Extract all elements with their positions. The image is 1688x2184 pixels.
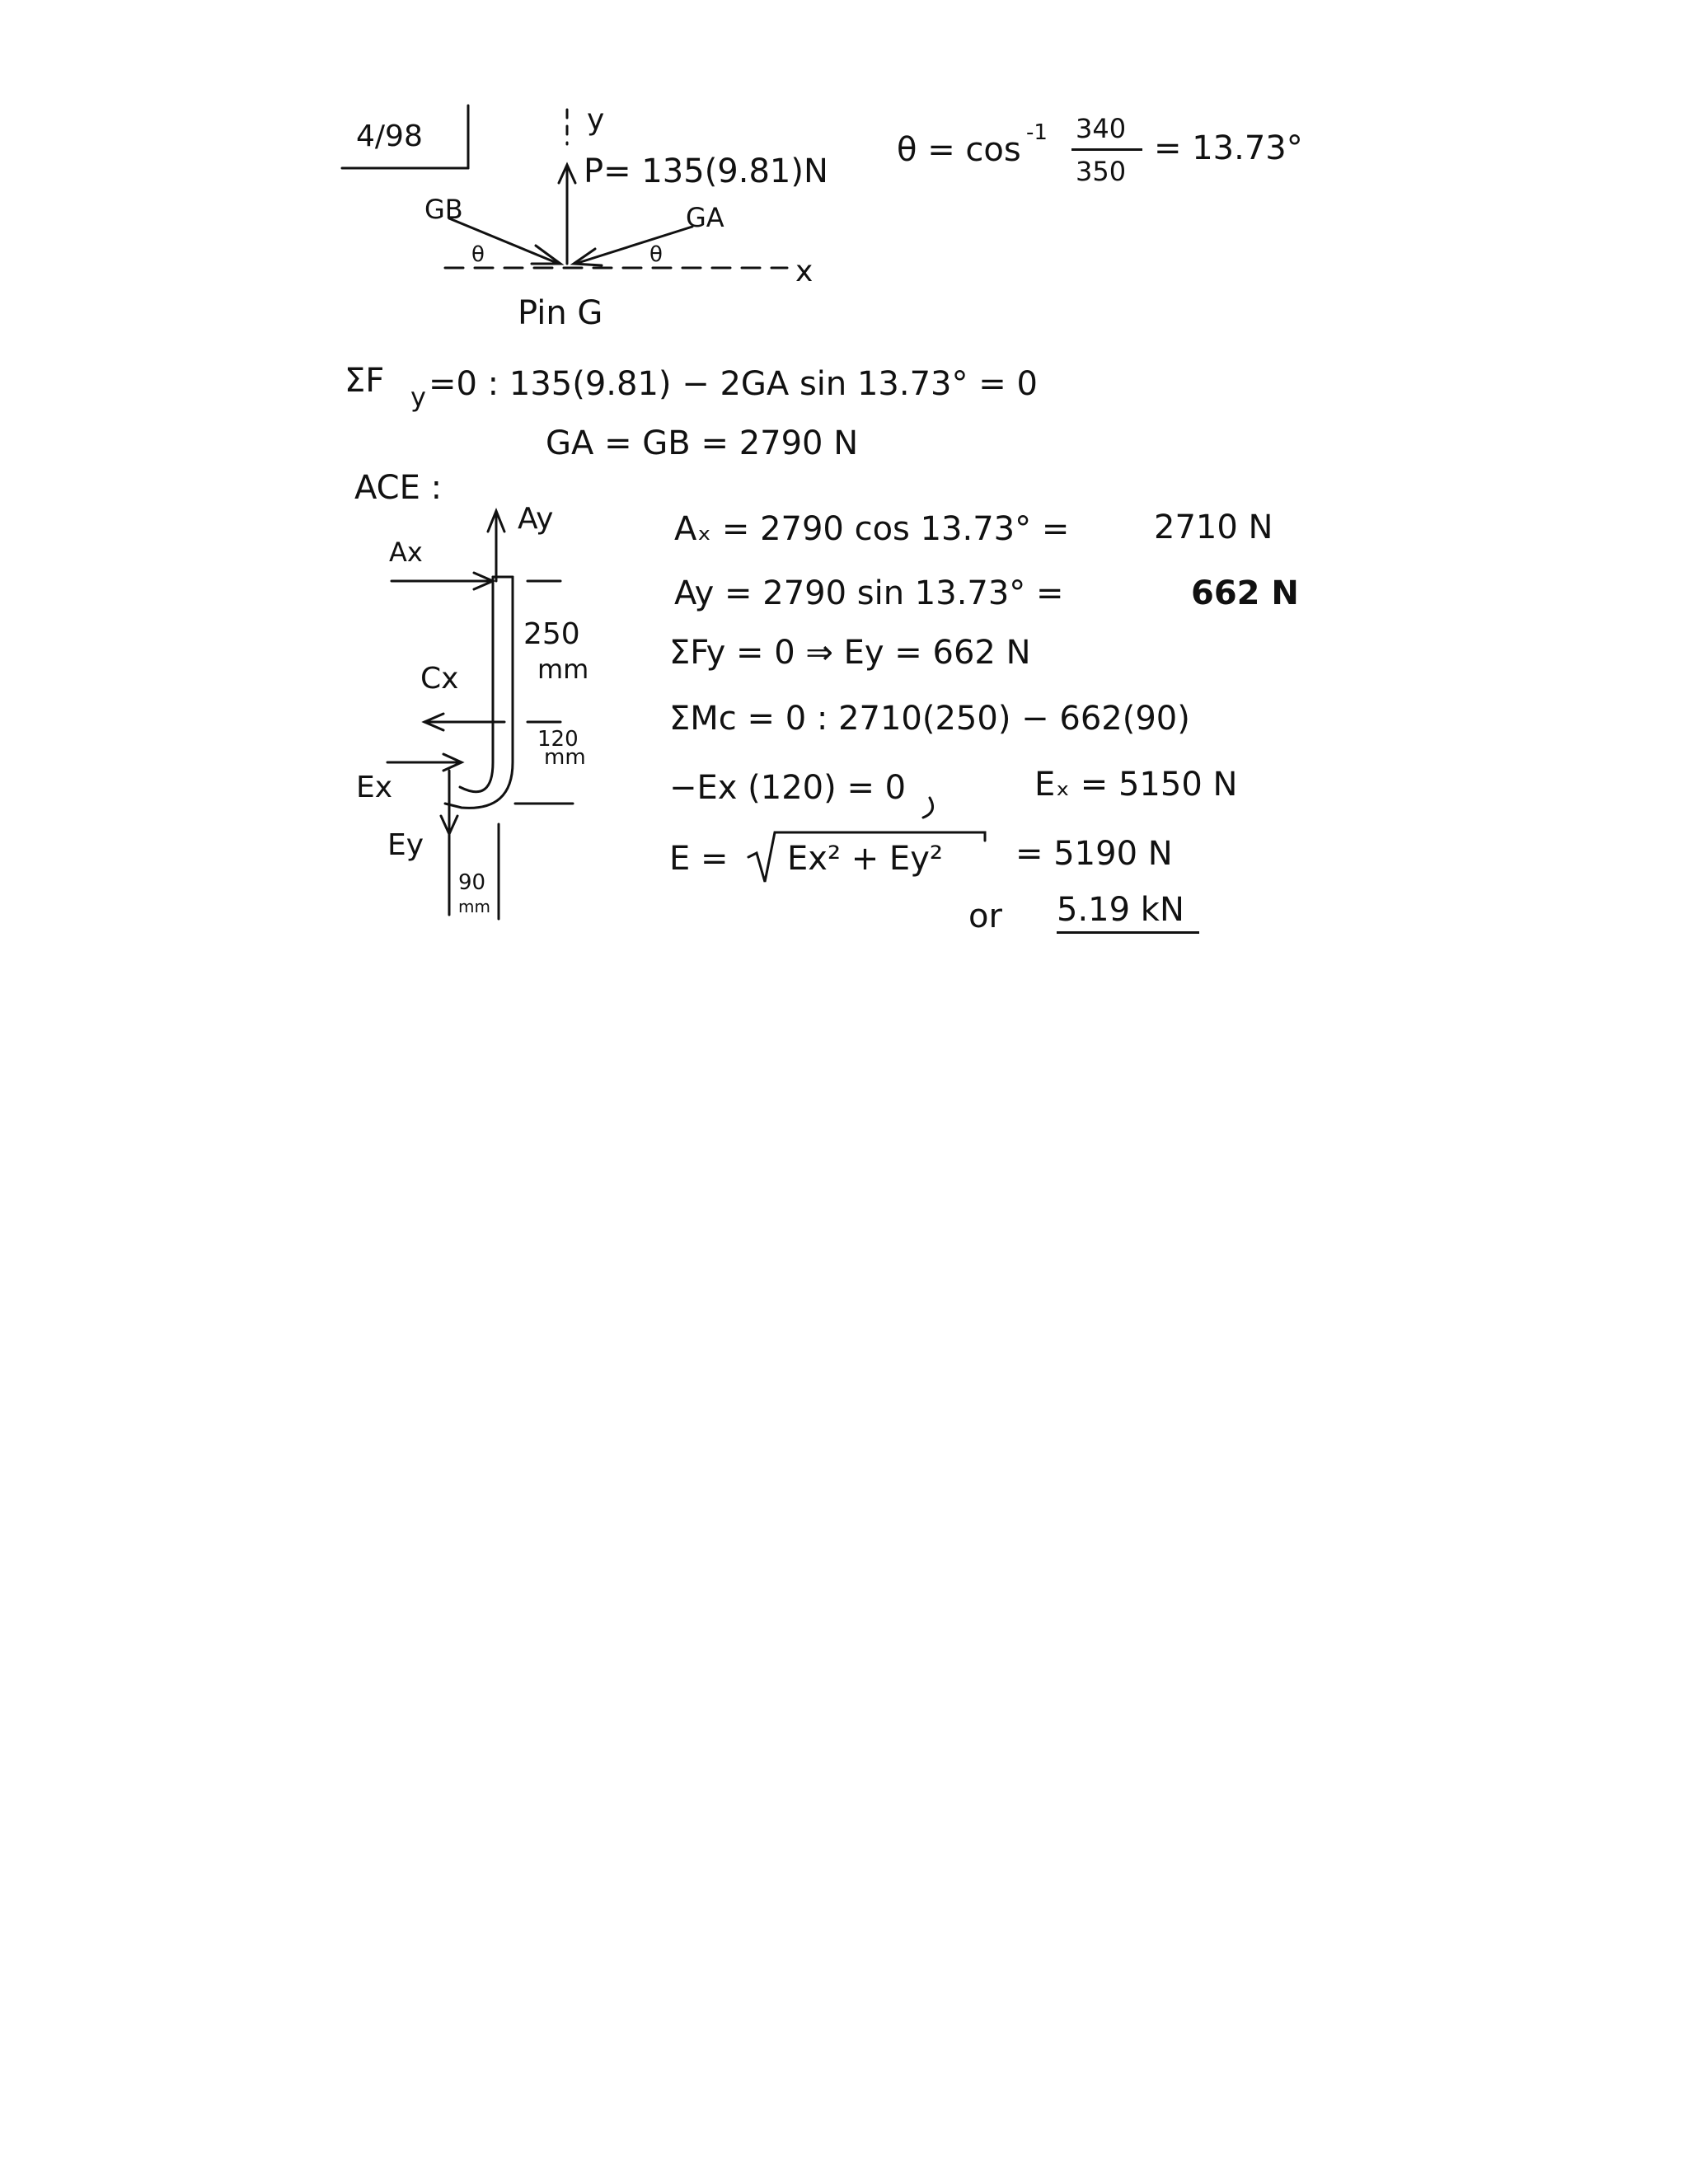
fraction-bar — [1071, 148, 1142, 151]
theta-left-label: θ — [471, 242, 485, 267]
ax-label: Ax — [389, 537, 423, 568]
annotation-mark — [923, 798, 933, 818]
dim-250-unit: mm — [537, 654, 589, 685]
member-ace-left — [460, 577, 493, 792]
theta-exponent: -1 — [1026, 120, 1048, 145]
solution-sum-mc: ΣMc = 0 : 2710(250) − 662(90) — [669, 700, 1190, 738]
solution-sum-fy: ΣFy = 0 ⇒ Ey = 662 N — [669, 634, 1031, 672]
dim-120-label: 120 — [537, 727, 579, 752]
solution-or: or — [968, 898, 1002, 935]
x-axis-label: x — [795, 255, 814, 288]
dim-120-unit: mm — [544, 745, 586, 770]
theta-numerator: 340 — [1076, 113, 1127, 144]
solution-e-value: = 5190 N — [1015, 835, 1173, 873]
solution-ex-eq: −Ex (120) = 0 — [669, 769, 907, 807]
sum-fy-equation: =0 : 135(9.81) − 2GA sin 13.73° = 0 — [429, 365, 1038, 403]
dim-90-label: 90 — [458, 870, 486, 895]
ga-label: GA — [686, 202, 724, 233]
dim-90-unit: mm — [458, 897, 490, 916]
solution-ex-value: Eₓ = 5150 N — [1034, 766, 1238, 804]
theta-result: = 13.73° — [1154, 129, 1303, 167]
solution-ay-value: 662 N — [1191, 574, 1299, 612]
problem-number: 4/98 — [356, 120, 423, 153]
dim-250-label: 250 — [523, 617, 580, 651]
sum-fy-subscript: y — [410, 382, 426, 413]
theta-equation: θ = cos — [897, 131, 1021, 169]
gb-label: GB — [424, 194, 463, 225]
ex-label: Ex — [356, 771, 393, 804]
ace-label: ACE : — [354, 469, 443, 507]
y-axis-label: y — [587, 103, 605, 137]
load-label: P= 135(9.81)N — [584, 152, 828, 190]
theta-right-label: θ — [649, 242, 663, 267]
ga-gb-result: GA = GB = 2790 N — [546, 424, 859, 462]
solution-ay: Ay = 2790 sin 13.73° = — [674, 574, 1064, 612]
gb-force-arrow — [449, 218, 559, 267]
solution-ax: Aₓ = 2790 cos 13.73° = — [674, 510, 1070, 548]
ay-label: Ay — [518, 502, 554, 536]
ey-label: Ey — [387, 828, 424, 862]
solution-e-lhs: E = — [669, 840, 729, 878]
pin-caption: Pin G — [518, 294, 603, 332]
final-answer: 5.19 kN — [1057, 893, 1199, 934]
cx-label: Cx — [420, 662, 459, 696]
ga-force-arrow — [575, 227, 692, 267]
solution-ax-value: 2710 N — [1154, 509, 1273, 546]
solution-e-radicand: Ex² + Ey² — [787, 840, 943, 878]
sum-fy-symbol: ΣF — [345, 362, 385, 400]
theta-denominator: 350 — [1076, 156, 1127, 187]
